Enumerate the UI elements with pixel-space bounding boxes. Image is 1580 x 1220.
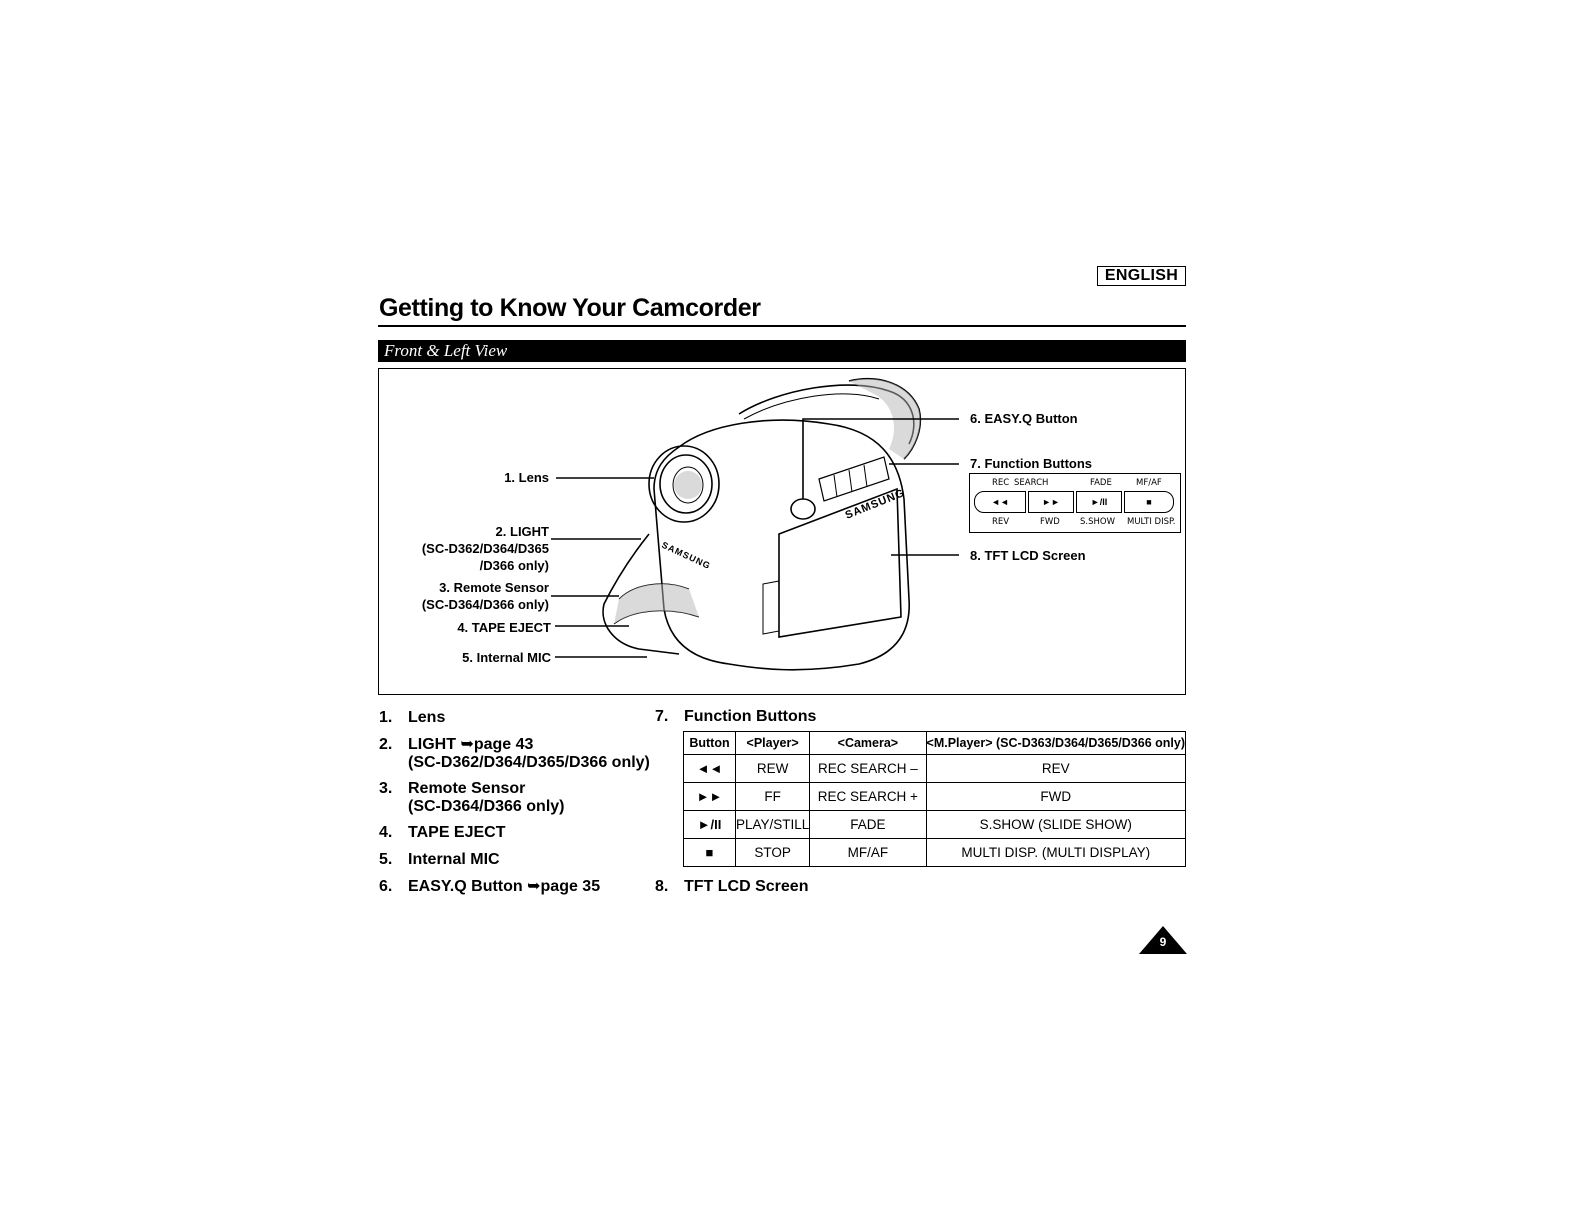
function-buttons-table [683,731,1186,867]
callout-easyq: 6. EASY.Q Button [970,411,1078,426]
title-rule [378,325,1186,327]
fb-top-label-mfaf: MF/AF [1136,478,1162,488]
table-cell: PLAY/STILL [735,811,809,839]
legend-number: 4. [379,824,393,841]
table-row [684,839,1186,867]
legend-number: 1. [379,709,393,726]
fb-top-label-search: SEARCH [1014,478,1049,488]
legend-text: (SC-D362/D364/D365/D366 only) [408,754,650,771]
table-header-row [684,732,1186,755]
callout-light-models: (SC-D362/D364/D365 [421,541,549,556]
table-cell: MF/AF [810,839,926,867]
callout-tft-lcd: 8. TFT LCD Screen [970,548,1086,563]
language-badge: ENGLISH [1097,266,1186,286]
fb-bottom-label-multi-disp: MULTI DISP. [1127,517,1176,527]
callout-remote-sensor: 3. Remote Sensor [439,580,549,595]
table-cell: REC SEARCH – [810,755,926,783]
table-cell: REV [926,755,1185,783]
section-header [378,340,1186,362]
table-cell: REC SEARCH + [810,783,926,811]
callout-function-buttons: 7. Function Buttons [970,456,1093,471]
legend-number: 3. [379,780,393,797]
table-cell: MULTI DISP. (MULTI DISPLAY) [926,839,1185,867]
table-cell: FF [735,783,809,811]
legend-text: Internal MIC [408,851,500,868]
page-number: 9 [1159,935,1167,949]
legend-text: Lens [408,709,446,726]
table-cell: FADE [810,811,926,839]
camcorder-figure [378,368,1186,695]
table-cell: S.SHOW (SLIDE SHOW) [926,811,1185,839]
button-symbol-cell: ■ [684,839,736,867]
fb-top-label-fade: FADE [1090,478,1112,488]
table-cell: FWD [926,783,1185,811]
table-cell: REW [735,755,809,783]
table-row [684,811,1186,839]
callout-light: 2. LIGHT [495,524,549,539]
legend-text: (SC-D364/D366 only) [408,798,565,815]
function-button-panel [969,473,1181,533]
legend-text: LIGHT ➥page 43 [408,736,534,753]
legend-text: TAPE EJECT [408,824,506,841]
column-header: <Camera> [810,732,926,755]
heading-number: 7. [655,708,669,725]
legend-number: 5. [379,851,393,868]
fast-forward-button[interactable]: ►► [1028,491,1074,513]
stop-button[interactable]: ■ [1124,491,1174,513]
page-title: Getting to Know Your Camcorder [379,294,761,322]
legend-number: 6. [379,878,393,895]
column-header: <Player> [735,732,809,755]
fb-bottom-label-rev: REV [992,517,1010,527]
section-title: Front & Left View [384,341,508,360]
button-symbol-cell: ►/II [684,811,736,839]
table-row [684,755,1186,783]
table-cell: STOP [735,839,809,867]
brand-logo-front: SAMSUNG [660,539,713,572]
heading-text: Function Buttons [684,708,817,725]
heading-text: TFT LCD Screen [684,878,809,895]
fb-bottom-label-fwd: FWD [1040,517,1060,527]
column-header: <M.Player> (SC-D363/D364/D365/D366 only) [926,732,1185,755]
callout-remote-sensor-models: (SC-D364/D366 only) [421,597,549,612]
rewind-button[interactable]: ◄◄ [974,491,1026,513]
button-symbol-cell: ◄◄ [684,755,736,783]
page-number-badge [1139,926,1187,954]
play-still-button[interactable]: ►/II [1076,491,1122,513]
callout-light-models-2: /D366 only) [479,558,549,573]
brand-logo-body: SAMSUNG [843,486,907,522]
table-row [684,783,1186,811]
fb-top-label-rec: REC [992,478,1010,488]
callout-internal-mic: 5. Internal MIC [462,650,551,665]
column-header: Button [684,732,736,755]
button-symbol-cell: ►► [684,783,736,811]
callout-lens: 1. Lens [504,470,549,485]
legend-text: EASY.Q Button ➥page 35 [408,878,601,895]
heading-number: 8. [655,878,669,895]
legend-text: Remote Sensor [408,780,526,797]
fb-bottom-label-sshow: S.SHOW [1080,517,1115,527]
legend-number: 2. [379,736,393,753]
callout-tape-eject: 4. TAPE EJECT [457,620,551,635]
